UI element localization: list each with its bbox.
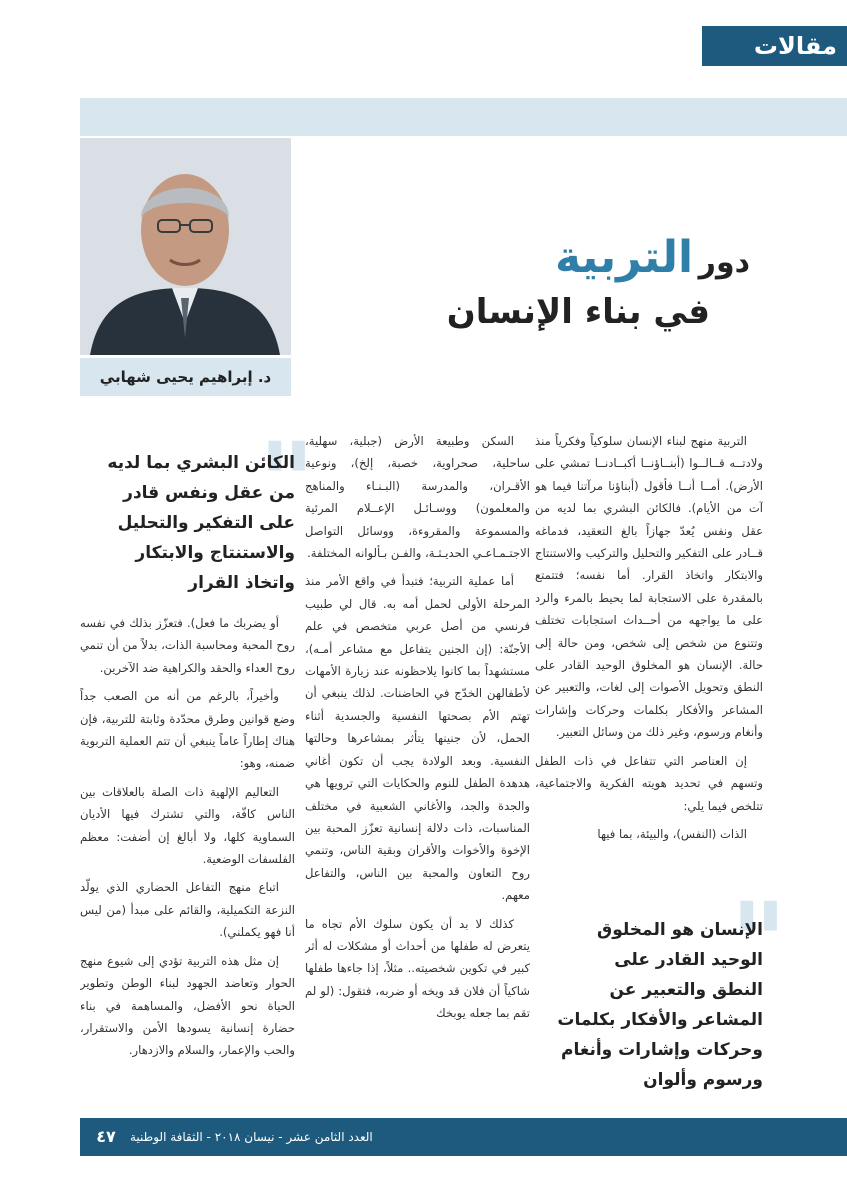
author-caption: د. إبراهيم يحيى شهابي — [80, 358, 291, 396]
pullquote-line: واتخاذ القرار — [188, 573, 295, 593]
paragraph: أو يضربك ما فعل). فتعزّز بذلك في نفسه روح المحبة ومحاسبة الذات، بدلاً من أن تنمي روح العداء والحقد والكراهية ضد الآخرين. — [80, 616, 295, 675]
body-column-right — [535, 430, 763, 898]
paragraph: كذلك لا بد أن يكون سلوك الأم تجاه ما يتعرض له طفلها من أحداث أو مشكلات له أثر كبير في تكوين شخصيته.. مثلاً، إذا جاءها طفلها شاكياً أن فلان قد ويخه أو ضربه، فتقول: (لو لم تقم بما جعله يوبخك — [305, 916, 530, 1021]
paragraph: إن العناصر التي تتفاعل في ذات الطفل وتسهم في تحديد هويته الفكرية والاجتماعية، تتلخص فيما يلي: — [535, 753, 763, 813]
article-title — [420, 232, 750, 292]
author-photo — [80, 138, 291, 355]
footer-issue-text: العدد الثامن عشر - نيسان ٢٠١٨ - الثقافة الوطنية — [130, 1130, 373, 1144]
portrait-image — [80, 138, 291, 355]
article-subtitle: في بناء الإنسان — [446, 292, 710, 332]
pullquote-line: وحركات وإشارات وأنغام — [561, 1040, 763, 1060]
pullquote-line: المشاعر والأفكار بكلمات — [557, 1010, 763, 1030]
pullquote-line: الوحيد القادر على — [614, 950, 763, 970]
quote-mark-icon: " — [730, 878, 788, 1007]
header-band — [80, 98, 847, 136]
quote-mark-icon: " — [258, 418, 316, 547]
pullquote-bottom — [535, 915, 763, 1097]
pullquote-line: ورسوم وألوان — [643, 1070, 763, 1090]
title-prefix: دور — [698, 245, 750, 280]
paragraph: أما عملية التربية؛ فتبدأ في واقع الأمر منذ المرحلة الأولى لحمل أمه به. قال لي طبيب فرنسي من أصل عربي متخصص في علم الأجنّة: (إن الجنين يتفاعل مع مشاعر أمـه)، مستشهداً بما كانوا يلاحظونه عند زيارة الأمهات لأطفالهن الخدّج في الحاضنات. لذلك ينبغي أن تهتم الأم بصحتها النفسية والجسدية أثناء الحمل، لأن جنينها يتأثر بمشاعرها وحالتها النفسية. وبعد الولادة يجب أن تكون أغاني هدهدة الطفل للنوم والحكايات التي ترويها هي والجدة والجد، والأغاني الشعبية في مختلف المناسبات، ذات دلالة إنسانية تعزّز المحبة بين الإخوة والأخوات والأقران وبقية الناس، وتنمي روح التعاون والمحبة بين الناس، والتفاعل معهم. — [305, 574, 530, 903]
pullquote-top — [80, 448, 295, 604]
body-column-left — [80, 612, 295, 1080]
paragraph: وأخيراً، بالرغم من أنه من الصعب جداً وضع قوانين وطرق محدّدة وثابتة للتربية، فإن هناك إطاراً عاماً ينبغي أن تتم العملية التربوية ضمنه، وهو: — [80, 689, 295, 771]
paragraph: التعاليم الإلهية ذات الصلة بالعلاقات بين الناس كافّة، والتي تشترك فيها الأديان السماوية كلها، ولا أبالغ إن أضفت: معظم الفلسفات الوضعية. — [80, 784, 295, 867]
pullquote-line: النطق والتعبير عن — [609, 980, 763, 1000]
body-column-middle — [305, 430, 530, 1080]
pullquote-line: على التفكير والتحليل — [117, 513, 295, 533]
title-main: التربية — [554, 232, 694, 283]
paragraph: إن مثل هذه التربية تؤدي إلى شيوع منهج الحوار وتعاضد الجهود لبناء الوطن وتطوير الحياة نحو الأفضل، والمساهمة في بناء حضارة إنسانية يسودها الأمن والاستقرار، والحب والإعمار، والسلام والازدهار. — [80, 953, 295, 1058]
pullquote-line: الكائن البشري بما لديه — [107, 453, 295, 473]
pullquote-line: الإنسان هو المخلوق — [597, 920, 763, 940]
paragraph: الذات (النفس)، والبيئة، بما فيها — [597, 826, 747, 841]
section-label: مقالات — [753, 32, 837, 60]
page-number: ٤٧ — [96, 1127, 116, 1146]
paragraph: التربية منهج لبناء الإنسان سلوكياً وفكرياً منذ ولادتــه قــالــوا (أبنــاؤنــا أكبــادنــا تمشي على الأرض). أمــا أنــا فأقول (أبناؤنا مرآتنا فيما هو آت من الأيام). فالكائن البشري بما لديه من عقل ونفس يُعدّ جهازاً بالغ التعقيد، فدماغه قــادر على التفكير والتحليل والتركيب والاستنتاج والابتكار واتخاذ القرار. أما نفسه؛ فتتمتع بالمقدرة على الاستجابة لما يحيط بالمرء والرد على ما يواجهه من أحــداث استجابات تختلف وتتنوع من شخص إلى شخص، ومن حالة إلى حالة. الإنسان هو المخلوق الوحيد القادر على النطق وتحويل الأصوات إلى لغات، والتعبير عن المشاعر والأفكار بكلمات وحركات وإشارات وأنغام ورسوم، وغير ذلك من وسائل التعبير. — [535, 434, 763, 740]
paragraph: اتباع منهج التفاعل الحضاري الذي يولّد النزعة التكميلية، والقائم على مبدأ (من ليس أنا فهو يكملني). — [80, 880, 295, 940]
pullquote-line: من عقل ونفس قادر — [123, 483, 295, 503]
paragraph: السكن وطبيعة الأرض (جبلية، سهلية، ساحلية، صحراوية، خصبة، إلخ)، ونوعية الأقـران، والمدرسة (البـنـاء والمناهج والمعلمون) ووسـائـل الإعــلام المرئية والمسموعة والمقروءة، ووسائل التواصل الاجتـمـاعـي الحديـثـة، والفـن بـألوانه المختلفة. — [305, 434, 530, 561]
section-tab — [702, 26, 847, 66]
pullquote-line: والاستنتاج والابتكار — [135, 543, 295, 563]
